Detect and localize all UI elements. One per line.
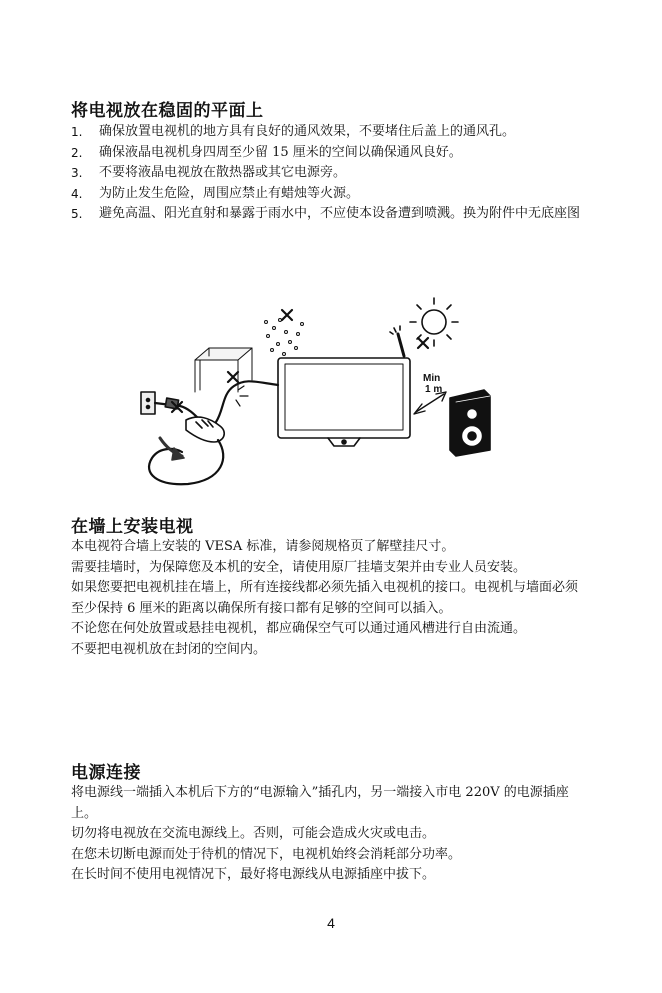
list-text: 确保液晶电视机身四周至少留 15 厘米的空间以确保通风良好。 (99, 144, 462, 160)
paragraph: 切勿将电视放在交流电源线上。否则，可能会造成火灾或电击。 (71, 826, 436, 841)
paragraph: 需要挂墙时，为保障您及本机的安全，请使用原厂挂墙支架并由专业人员安装。 (71, 559, 527, 575)
speaker-icon (450, 390, 490, 456)
list-item (71, 143, 591, 164)
section-title-power: 电源连接 (71, 763, 141, 783)
distance-label-value: 1 m (425, 384, 443, 395)
list-number: 2. (71, 145, 83, 160)
list-item (71, 163, 591, 184)
page-number: 4 (327, 915, 335, 931)
paragraph: 不要把电视机放在封闭的空间内。 (71, 641, 267, 657)
hand-icon (186, 417, 224, 442)
candle-icon (390, 326, 404, 356)
section-title-placement: 将电视放在稳固的平面上 (71, 101, 264, 121)
power-cable (216, 381, 278, 422)
paragraph: 在长时间不使用电视情况下，最好将电源线从电源插座中拔下。 (71, 867, 436, 882)
list-text: 为防止发生危险，周围应禁止有蜡烛等火源。 (99, 185, 360, 201)
paragraph: 不论您在何处放置或悬挂电视机，都应确保空气可以通过通风槽进行自由流通。 (71, 621, 527, 636)
list-number: 5. (71, 207, 83, 221)
cord-loop (149, 440, 223, 484)
power-text (71, 783, 581, 886)
list-item (71, 122, 591, 143)
list-text: 不要将液晶电视放在散热器或其它电源旁。 (99, 165, 347, 180)
paragraph: 在您未切断电源而处于待机的情况下，电视机始终会消耗部分功率。 (71, 846, 462, 862)
tv-placement-illustration (138, 290, 498, 500)
paragraph: 如果您要把电视机挂在墙上，所有连接线都必须先插入电视机的接口。电视机与墙面必须至少保持 6 厘米的距离以确保所有接口都有足够的空间可以插入。 (71, 580, 579, 616)
list-item (71, 204, 591, 225)
list-number: 1. (71, 125, 83, 139)
water-drops-icon (265, 319, 304, 356)
list-item (71, 184, 591, 205)
distance-arrow (416, 394, 444, 412)
table-icon (195, 348, 252, 392)
sun-icon (410, 298, 458, 346)
section-title-wall-mount: 在墙上安装电视 (71, 517, 194, 537)
tv-icon (278, 358, 410, 446)
paragraph: 将电源线一端插入本机后下方的“电源输入”插孔内，另一端接入市电 220V 的电源插座上。 (71, 785, 569, 821)
list-text: 避免高温、阳光直射和暴露于雨水中，不应使本设备遭到喷溅。换为附件中无底座图 (99, 206, 581, 221)
wall-outlet-icon (141, 392, 155, 414)
distance-label-min: Min (423, 373, 441, 384)
wall-mount-text (71, 537, 581, 660)
paragraph: 本电视符合墙上安装的 VESA 标准，请参阅规格页了解壁挂尺寸。 (71, 539, 455, 554)
placement-list (71, 122, 591, 225)
list-number: 3. (71, 166, 83, 180)
list-number: 4. (71, 186, 83, 201)
list-text: 确保放置电视机的地方具有良好的通风效果，不要堵住后盖上的通风孔。 (99, 124, 516, 139)
